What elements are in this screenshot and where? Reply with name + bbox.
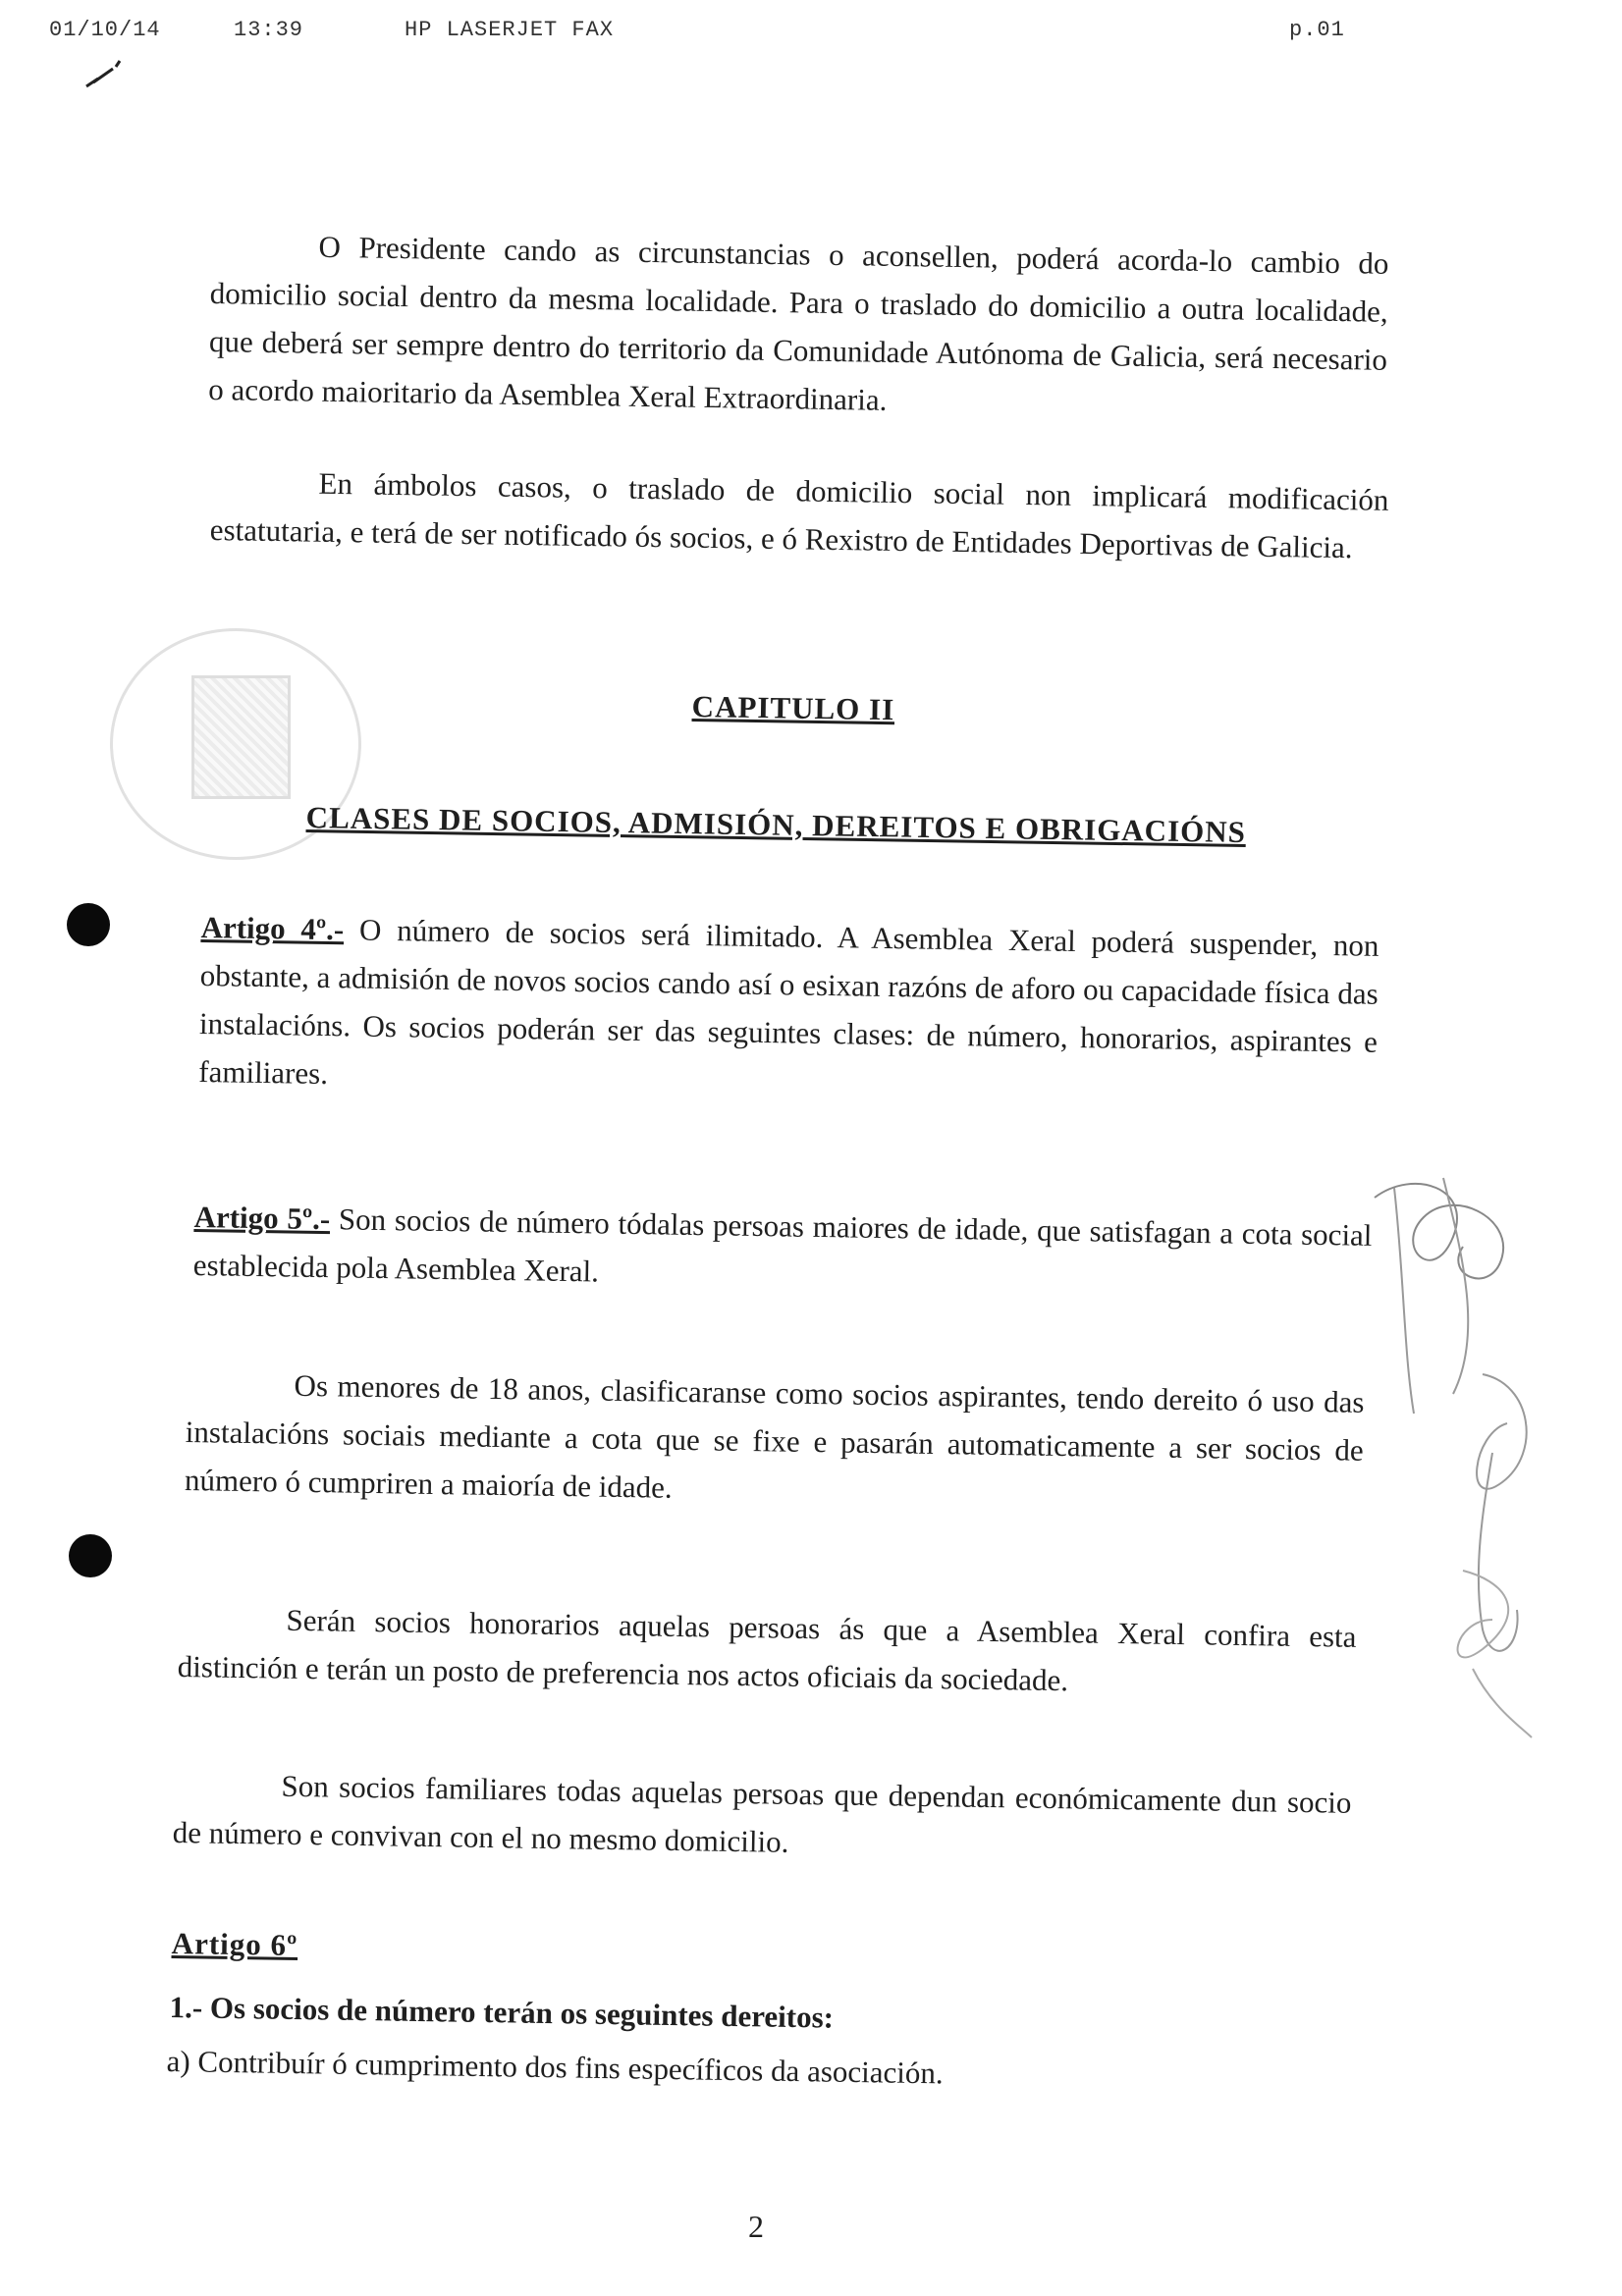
fax-time: 13:39 <box>234 18 304 42</box>
fax-device: HP LASERJET FAX <box>405 18 615 42</box>
paragraph-text: Serán socios honorarios aquelas persoas ás que a Asemblea Xeral confira esta distinción e terán un posto de preferencia nos actos oficiais da sociedade. <box>177 1602 1357 1698</box>
artigo-4-label: Artigo 4º.- <box>200 909 345 947</box>
fax-page-code: p.01 <box>1289 18 1345 42</box>
paragraph-text: En ámbolos casos, o traslado de domicilio social non implicará modificación estatutaria, e terá de ser notificado ós socios, e ó Rexistro de Entidades Deportivas de Galicia. <box>209 465 1389 565</box>
paragraph-domicilio <box>208 221 1389 432</box>
page-number: 2 <box>748 2209 764 2244</box>
artigo-6-rights-heading: 1.- Os socios de número terán os seguintes dereitos: <box>169 1989 835 2035</box>
paragraph-text: Os menores de 18 anos, clasificaranse como socios aspirantes, tendo dereito ó uso das instalacións sociais mediante a cota que se fixe e pasarán automaticamente a ser socios de número ó cumpriren a maioría de idade. <box>184 1367 1365 1505</box>
artigo-5 <box>192 1193 1372 1308</box>
seal-emblem <box>191 675 291 799</box>
artigo-4-text: O número de socios será ilimitado. A Asemblea Xeral poderá suspender, non obstante, a admisión de novos socios cando así o esixan razóns de aforo ou capacidade física das instalacións. Os socios poderán ser das seguintes clases: de número, honorarios, aspirantes e familiares. <box>198 912 1379 1092</box>
paragraph-text: Son socios familiares todas aquelas persoas que dependan económicamente dun socio de número e convivan con el no mesmo domicilio. <box>172 1768 1352 1859</box>
fax-date: 01/10/14 <box>49 18 161 42</box>
paragraph-familiares <box>172 1760 1351 1875</box>
artigo-6-label: Artigo 6º <box>171 1926 298 1963</box>
chapter-title: CAPITULO II <box>691 689 895 727</box>
punch-hole <box>69 1534 112 1577</box>
fax-noise-mark <box>79 39 137 98</box>
punch-hole <box>67 903 110 946</box>
paragraph-aspirantes <box>185 1360 1365 1522</box>
paragraph-text: O Presidente cando as circunstancias o aconsellen, poderá acorda-lo cambio do domicilio social dentro da mesma localidade. Para o traslado do domicilio a outra localidade, que deberá ser sempre dentro do territorio da Comunidade Autónoma de Galicia, será necesario o acordo maioritario da Asemblea Xeral Extraordinaria. <box>208 229 1389 417</box>
paragraph-traslado <box>209 457 1388 572</box>
artigo-6-item-a: a) Contribuír ó cumprimento dos fins específicos da asociación. <box>166 2043 944 2091</box>
artigo-5-label: Artigo 5º.- <box>193 1199 331 1237</box>
artigo-5-text: Son socios de número tódalas persoas maiores de idade, que satisfagan a cota social establecida pola Asemblea Xeral. <box>192 1201 1373 1289</box>
handwritten-signature <box>1335 1158 1581 1747</box>
paragraph-honorarios <box>177 1594 1356 1709</box>
artigo-4 <box>198 903 1379 1114</box>
chapter-subtitle: CLASES DE SOCIOS, ADMISIÓN, DEREITOS E OBRIGACIÓNS <box>305 800 1247 850</box>
